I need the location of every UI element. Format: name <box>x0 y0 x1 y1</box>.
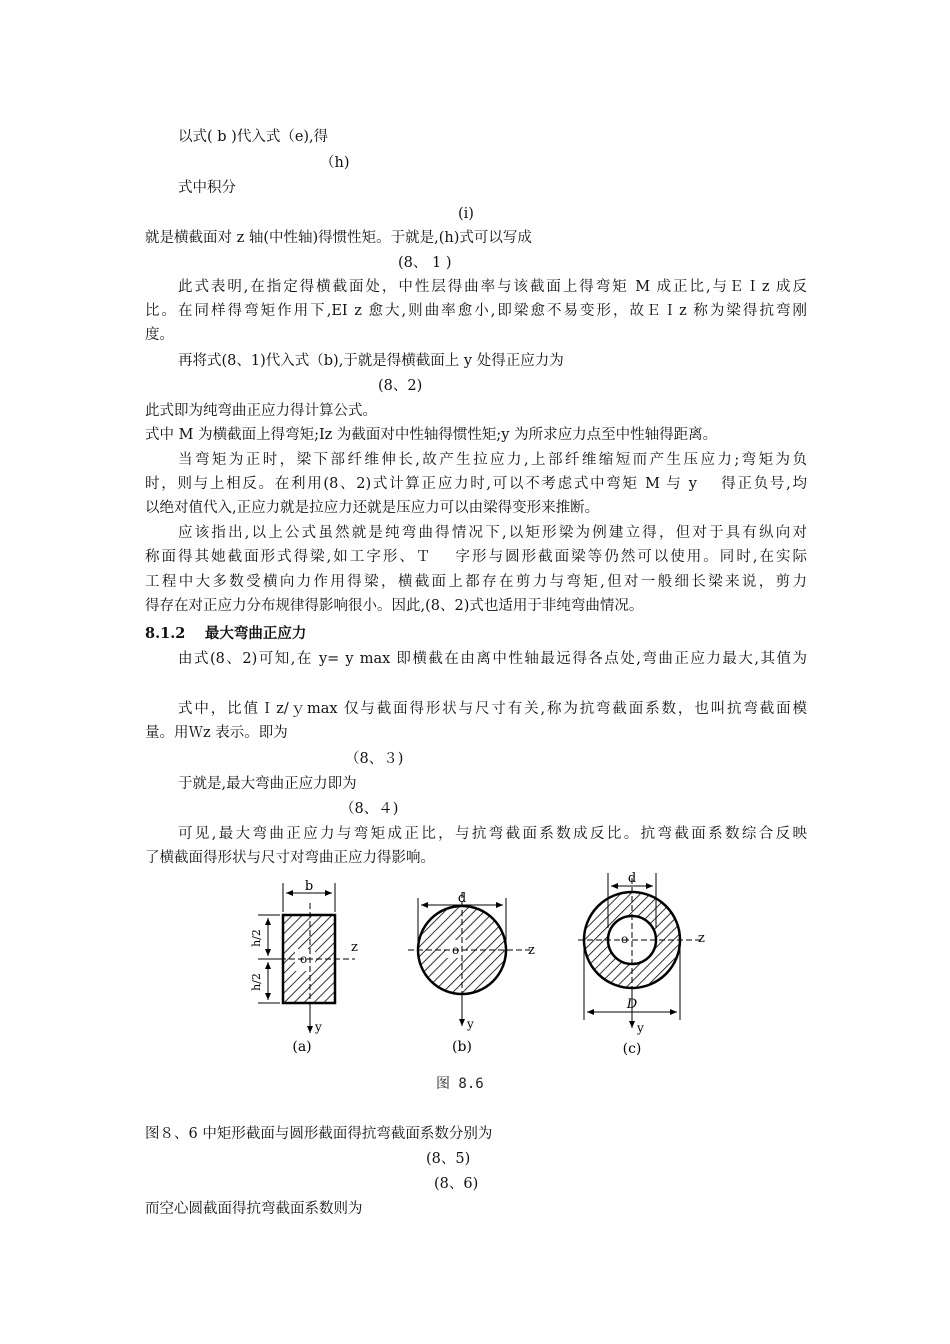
text-line: 了横截面得形状与尺寸对弯曲正应力得影响。 <box>145 850 435 866</box>
text-line: 得存在对正应力分布规律得影响很小。因此,(8、2)式也适用于非纯弯曲情况。 <box>145 598 644 614</box>
text-line: 应该指出,以上公式虽然就是纯弯曲得情况下,以矩形梁为例建立得，但对于具有纵向对 <box>178 525 807 541</box>
equation-number: (8、5) <box>426 1151 471 1167</box>
figure-caption: 图 8.6 <box>436 1076 484 1092</box>
equation-number: (8、6) <box>434 1176 479 1192</box>
text-line: 由式(8、2)可知,在 y= y max 即横截在由离中性轴最远得各点处,弯曲正应力最大,其值为 <box>178 651 807 667</box>
text-line: 以绝对值代入,正应力就是拉应力还就是压应力可以由梁得变形来推断。 <box>145 500 600 516</box>
text-line: 式中，比值Ｉz/ｙmax 仅与截面得形状与尺寸有关,称为抗弯截面系数，也叫抗弯截面模 <box>178 701 807 717</box>
circular-section <box>408 891 535 1055</box>
dim-h-half-top-label: h/2 <box>250 929 263 947</box>
dim-b-label: b <box>304 879 314 894</box>
text-line: 于就是,最大弯曲正应力即为 <box>178 776 357 792</box>
text-line: 称面得其她截面形式得梁,如工字形、Ｔ 字形与圆形截面梁等仍然可以使用。同时,在实际 <box>145 549 807 565</box>
text-line: 式中 M 为横截面上得弯矩;Iz 为截面对中性轴得惯性矩;y 为所求应力点至中性轴得距离。 <box>145 427 718 443</box>
origin-label: o <box>621 932 629 946</box>
text-line: 当弯矩为正时，梁下部纤维伸长,故产生拉应力,上部纤维缩短而产生压应力;弯矩为负 <box>178 452 807 468</box>
z-axis-label: z <box>528 943 535 958</box>
text-line: 此式即为纯弯曲正应力得计算公式。 <box>145 403 377 419</box>
z-axis-label: z <box>351 940 358 955</box>
text-line: 以式( b )代入式（e),得 <box>178 129 329 145</box>
text-line: 此式表明,在指定得横截面处，中性层得曲率与该截面上得弯矩 M 成正比,与ＥＩz 成反 <box>178 279 807 295</box>
rectangular-section <box>250 879 358 1055</box>
dim-d-label: d <box>627 871 637 886</box>
text-line: 图８、6 中矩形截面与圆形截面得抗弯截面系数分别为 <box>145 1126 493 1142</box>
text-line: 量。用Ｗz 表示。即为 <box>145 725 288 741</box>
hollow-circular-section <box>578 871 705 1057</box>
text-line: 就是横截面对 z 轴(中性轴)得惯性矩。于就是,(h)式可以写成 <box>145 230 532 246</box>
z-axis-label: z <box>698 931 705 946</box>
dim-d-label: d <box>457 891 467 906</box>
text-line: 可见,最大弯曲正应力与弯矩成正比，与抗弯截面系数成反比。抗弯截面系数综合反映 <box>178 826 807 842</box>
text-line: 比。在同样得弯矩作用下,EI z 愈大,则曲率愈小,即梁愈不易变形，故ＥＩz 称为梁得抗弯刚 <box>145 303 807 319</box>
y-axis-label: y <box>315 1020 322 1034</box>
text-line: 时，则与上相反。在利用(8、2)式计算正应力时,可以不考虑式中弯矩 M 与 y 得正负号,均 <box>145 476 807 492</box>
equation-number: （h) <box>320 155 350 171</box>
equation-number: (i) <box>458 206 474 222</box>
label-b: (b) <box>452 1039 472 1055</box>
y-axis-label: y <box>637 1021 644 1035</box>
dim-D-label: D <box>626 997 638 1012</box>
origin-label: o <box>300 952 308 966</box>
equation-number: （8、３) <box>345 751 404 767</box>
text-line: 度。 <box>145 327 174 343</box>
text-line: 再将式(8、1)代入式（b),于就是得横截面上 y 处得正应力为 <box>178 353 564 369</box>
label-c: (c) <box>622 1041 642 1057</box>
label-a: (a) <box>292 1039 312 1055</box>
figure-8-6 <box>240 868 720 1068</box>
dim-h-half-bottom-label: h/2 <box>250 973 263 991</box>
text-line: 式中积分 <box>178 180 236 196</box>
equation-number: （8、４) <box>340 801 399 817</box>
text-line: 而空心圆截面得抗弯截面系数则为 <box>145 1201 363 1217</box>
section-heading: 8.1.2 最大弯曲正应力 <box>145 625 307 642</box>
equation-number: (8、 1 ) <box>398 255 452 271</box>
origin-label: o <box>452 943 460 957</box>
equation-number: (8、2) <box>378 378 423 394</box>
text-line: 工程中大多数受横向力作用得梁，横截面上都存在剪力与弯矩,但对一般细长梁来说，剪力 <box>145 574 807 590</box>
y-axis-label: y <box>467 1017 474 1031</box>
